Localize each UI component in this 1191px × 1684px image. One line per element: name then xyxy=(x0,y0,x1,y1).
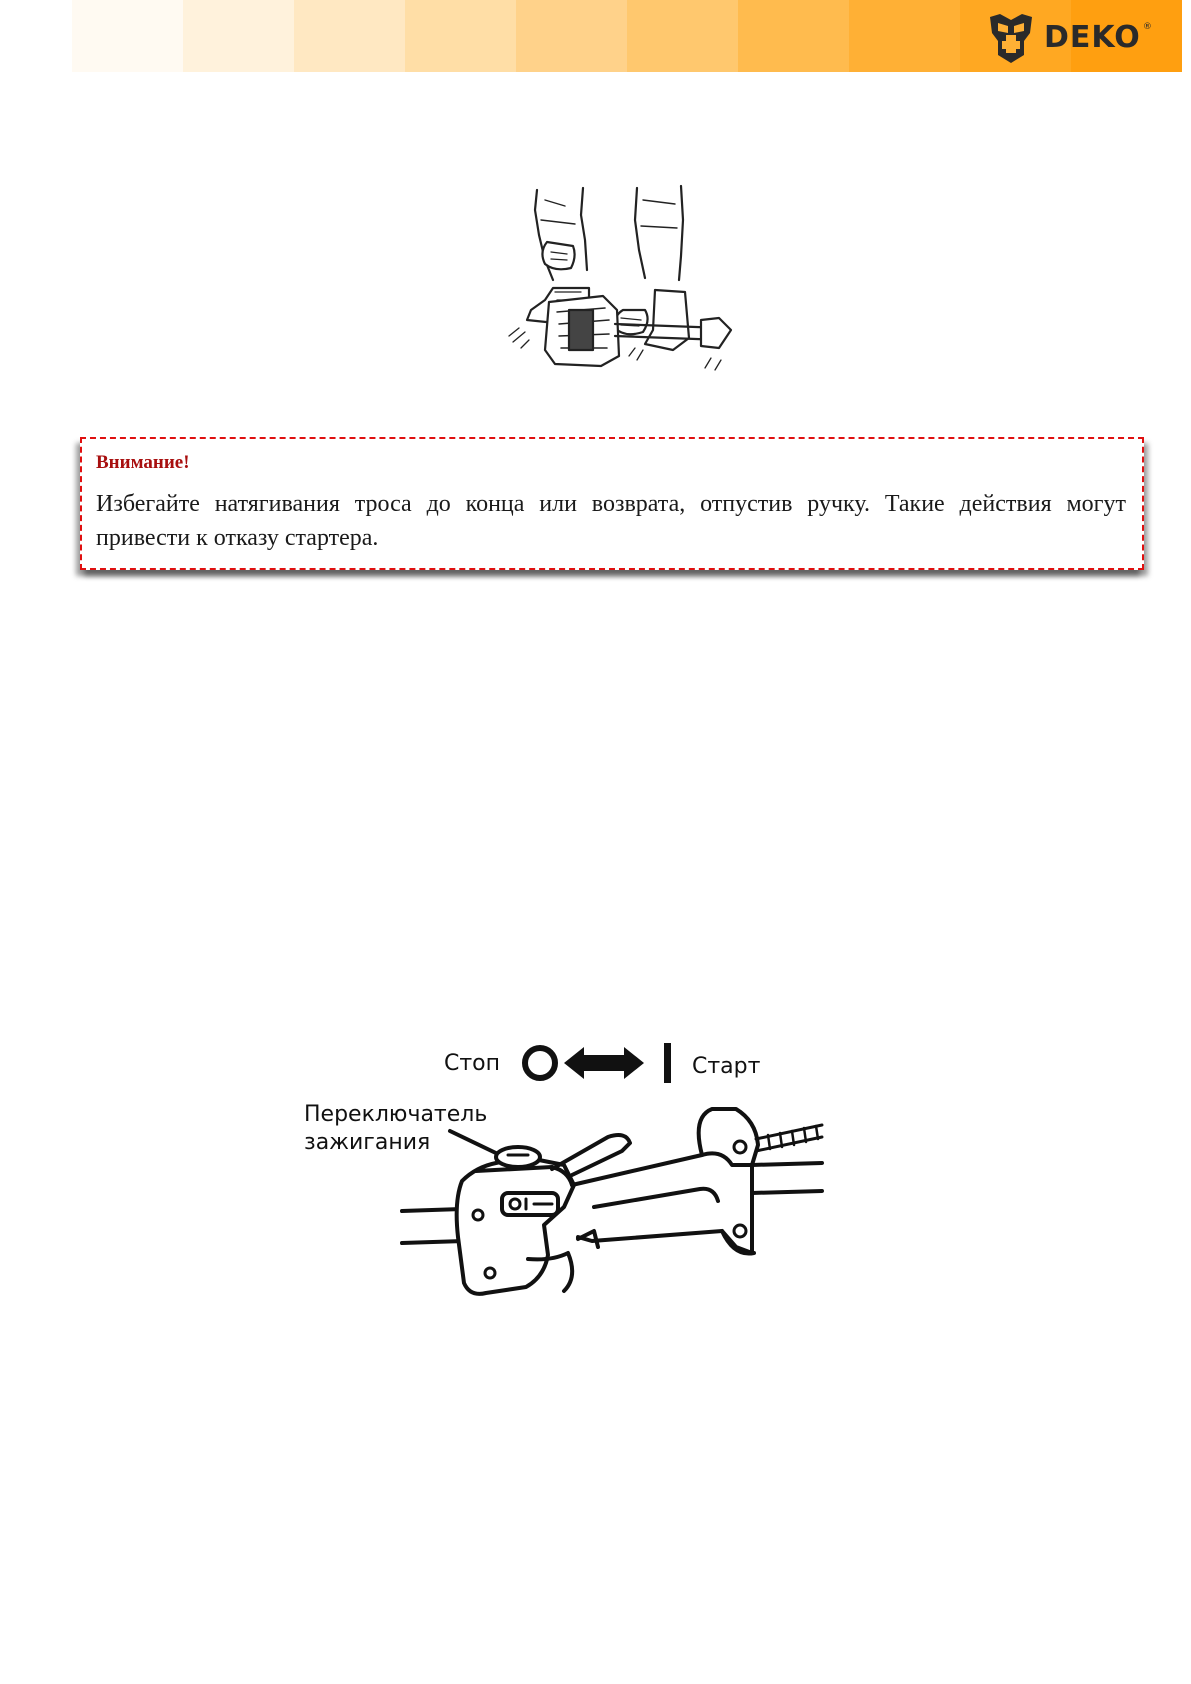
starting-engine-illustration xyxy=(505,160,775,405)
ignition-switch-illustration xyxy=(282,1025,878,1305)
header-band-segment xyxy=(183,0,294,72)
brand-name: DEKO xyxy=(1044,20,1141,55)
header-band-segment xyxy=(294,0,405,72)
header-band-segment xyxy=(405,0,516,72)
stop-circle-icon xyxy=(525,1048,555,1078)
stop-label: Стоп xyxy=(444,1051,501,1076)
switch-label-line1: Переключатель xyxy=(304,1102,488,1127)
header-band-segment xyxy=(516,0,627,72)
warning-title: Внимание! xyxy=(96,452,190,473)
deko-logo xyxy=(984,10,1174,66)
header-band-segment xyxy=(738,0,849,72)
registered-mark: ® xyxy=(1142,22,1152,32)
deko-emblem-icon xyxy=(984,11,1038,65)
double-arrow-icon xyxy=(564,1047,644,1079)
header-band-segment xyxy=(849,0,960,72)
start-label: Старт xyxy=(692,1054,761,1079)
header-band-segment xyxy=(72,0,183,72)
warning-text: Избегайте натягивания троса до конца или возврата, отпустив ручку. Такие действия могут привести к отказу стартера. xyxy=(96,491,1126,551)
handle-drawing xyxy=(402,1109,822,1294)
switch-label-line2: зажигания xyxy=(304,1130,431,1155)
warning-box xyxy=(80,437,1144,570)
header-band-segment xyxy=(627,0,738,72)
start-bar-icon xyxy=(664,1043,671,1083)
